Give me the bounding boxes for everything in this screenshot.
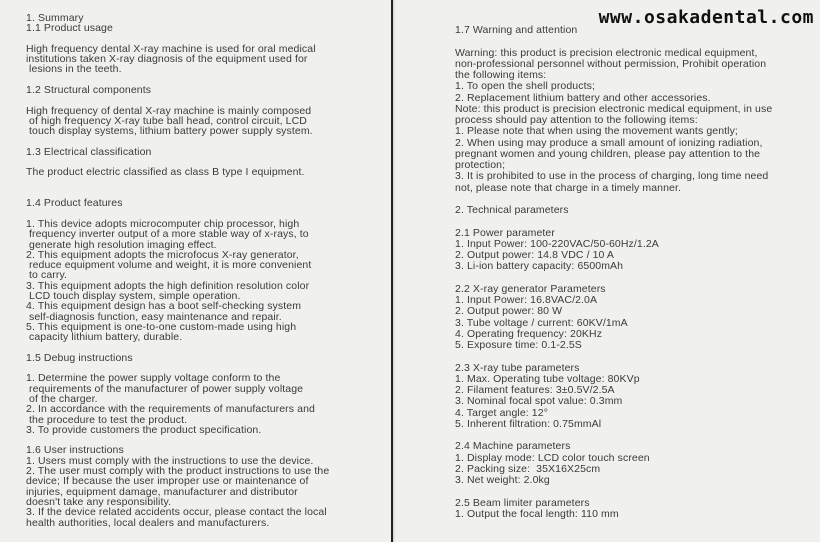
text-line: 1.6 User instructions <box>26 444 124 457</box>
text-line: 1.4 Product features <box>26 197 123 210</box>
text-line: 5. Exposure time: 0.1-2.5S <box>455 339 582 351</box>
text-line: 1. Determine the power supply voltage conform to the <box>26 372 281 385</box>
text-line: lesions in the teeth. <box>26 63 122 76</box>
text-line <box>455 36 795 47</box>
text-line: 1. To open the shell products; <box>455 80 595 93</box>
text-line <box>455 216 795 227</box>
text-line: capacity lithium battery, durable. <box>26 331 183 344</box>
text-line: device; If because the user improper use or maintenance of <box>26 475 309 488</box>
text-line: 3. Li-ion battery capacity: 6500mAh <box>455 260 624 273</box>
left-column <box>26 13 386 528</box>
text-line: 3. This equipment adopts the high definition resolution color <box>26 279 310 292</box>
text-line <box>455 351 795 362</box>
text-line: 5. Inherent filtration: 0.75mmAl <box>455 417 602 430</box>
text-line: 1. Input Power: 100-220VAC/50-60Hz/1.2A <box>455 237 659 250</box>
text-line: generate high resolution imaging effect. <box>26 238 217 251</box>
column-divider <box>391 0 393 542</box>
text-line: Note: this product is precision electronic medical equipment, in use <box>455 102 773 115</box>
text-line: 2. This equipment adopts the microfocus X-ray generator, <box>26 248 299 261</box>
text-line: 2. Replacement lithium battery and other accessories. <box>455 91 711 104</box>
text-line: 1.2 Structural components <box>26 84 152 97</box>
text-line: 2. Technical parameters <box>455 204 569 216</box>
text-line: pregnant women and young children, please pay attention to the <box>455 147 761 160</box>
text-line: LCD touch display system, simple operation. <box>26 290 241 303</box>
text-line: 3. It is prohibited to use in the process of charging, long time need <box>455 170 769 183</box>
text-line: institutions taken X-ray diagnosis of the equipment used for <box>26 53 308 66</box>
text-line: 3. Tube voltage / current: 60KV/1mA <box>455 316 628 329</box>
text-line: not, please note that charge in a timely manner. <box>455 181 682 194</box>
text-line: 2. When using may produce a small amount of ionizing radiation, <box>455 136 763 149</box>
text-line <box>455 486 795 497</box>
text-line: 1. Users must comply with the instructions to use the device. <box>26 454 314 467</box>
text-line: doesn't take any responsibility. <box>26 495 172 508</box>
text-line: 1.5 Debug instructions <box>26 351 133 364</box>
text-line: 3. To provide customers the product specification. <box>26 423 262 436</box>
text-line: 3. Nominal focal spot value: 0.3mm <box>455 395 623 408</box>
text-line: 1. Max. Operating tube voltage: 80KVp <box>455 372 640 385</box>
text-line: health authorities, local dealers and manufacturers. <box>26 516 270 529</box>
text-line: High frequency of dental X-ray machine is mainly composed <box>26 104 312 117</box>
text-line: 4. Operating frequency: 20KHz <box>455 327 603 340</box>
text-line: 2.5 Beam limiter parameters <box>455 496 590 509</box>
text-line: 1.3 Electrical classification <box>26 145 152 158</box>
text-line: 4. This equipment design has a boot self-checking system <box>26 300 302 313</box>
text-line: protection; <box>455 159 506 171</box>
text-line: 2. Packing size: 35X16X25cm <box>455 462 601 475</box>
text-line: 2. In accordance with the requirements of manufacturers and <box>26 403 315 416</box>
text-line: 1.1 Product usage <box>26 22 113 35</box>
text-line: non-professional personnel without permission, Prohibit operation <box>455 57 767 70</box>
text-line: The product electric classified as class B type I equipment. <box>26 166 305 179</box>
text-line: 1. Output the focal length: 110 mm <box>455 507 619 520</box>
text-line: 1.7 Warning and attention <box>455 24 578 36</box>
text-line: requirements of the manufacturer of power supply voltage <box>26 382 304 395</box>
text-line: of high frequency X-ray tube ball head, control circuit, LCD <box>26 114 307 127</box>
text-line: 2.4 Machine parameters <box>455 440 571 453</box>
text-line: 2. Output power: 14.8 VDC / 10 A <box>455 249 615 261</box>
text-line: 3. If the device related accidents occur, please contact the local <box>26 506 327 519</box>
text-line: 1. Summary <box>26 12 84 24</box>
text-line: to carry. <box>26 269 68 282</box>
text-line: 1. This device adopts microcomputer chip processor, high <box>26 217 300 230</box>
text-line: High frequency dental X-ray machine is used for oral medical <box>26 42 316 55</box>
watermark: www.osakadental.com <box>598 7 814 28</box>
text-line: 2. The user must comply with the product instructions to use the <box>26 465 330 478</box>
text-line: 2. Filament features: 3±0.5V/2.5A <box>455 384 615 396</box>
text-line: frequency inverter output of a more stable way of x-rays, to <box>26 228 309 241</box>
text-line: the procedure to test the product. <box>26 413 188 426</box>
text-line: 2.1 Power parameter <box>455 226 555 239</box>
text-line: 2.3 X-ray tube parameters <box>455 361 580 374</box>
text-line: 1. Please note that when using the movement wants gently; <box>455 125 738 138</box>
text-line <box>26 178 386 188</box>
text-line: 2.2 X-ray generator Parameters <box>455 282 606 295</box>
text-line: injuries, equipment damage, manufacturer and distributor <box>26 485 298 498</box>
text-line: 2. Output power: 80 W <box>455 305 563 318</box>
text-line: 3. Net weight: 2.0kg <box>455 474 550 486</box>
text-line: 1. Input Power: 16.8VAC/2.0A <box>455 294 598 306</box>
text-line: process should pay attention to the following items: <box>455 114 698 126</box>
text-line: reduce equipment volume and weight, it is more convenient <box>26 259 312 272</box>
text-line: of the charger. <box>26 392 98 405</box>
right-column <box>455 25 795 520</box>
text-line: 5. This equipment is one-to-one custom-made using high <box>26 320 297 333</box>
text-line: the following items: <box>455 69 547 81</box>
text-line: 4. Target angle: 12° <box>455 406 548 419</box>
text-line: 1. Display mode: LCD color touch screen <box>455 451 650 464</box>
text-line: self-diagnosis function, easy maintenance and repair. <box>26 310 282 323</box>
text-line: Warning: this product is precision electronic medical equipment, <box>455 46 758 59</box>
text-line: touch display systems, lithium battery power supply system. <box>26 125 313 138</box>
